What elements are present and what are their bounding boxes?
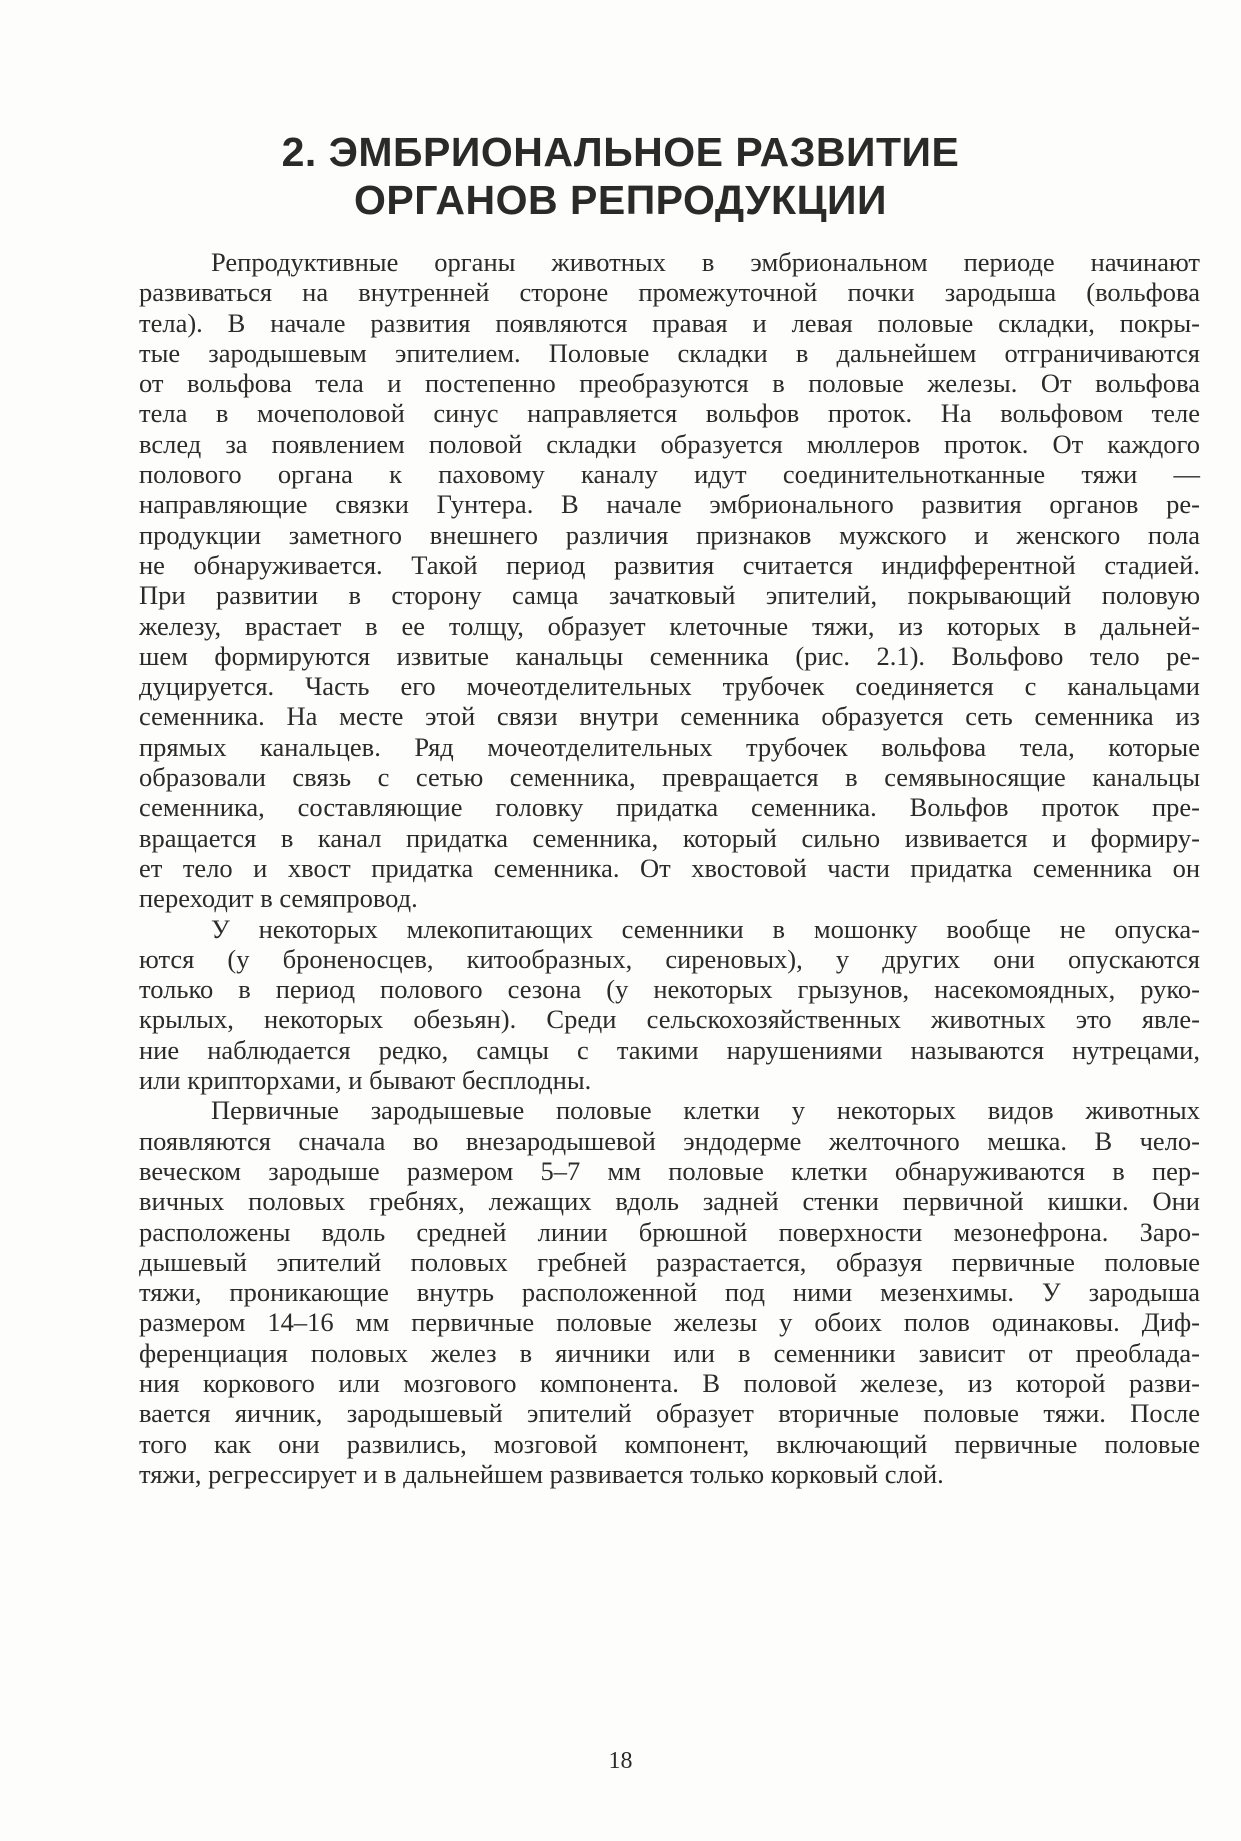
paragraph <box>139 247 1200 914</box>
text-line: дуцируется. Часть его мочеотделительных трубочек соединяется с канальцами <box>139 671 1200 702</box>
text-line: развиваться на внутренней стороне промежуточной почки зародыша (вольфова <box>139 277 1200 308</box>
text-line: веческом зародыше размером 5–7 мм половые клетки обнаруживаются в пер- <box>139 1155 1200 1186</box>
text-line: вается яичник, зародышевый эпителий образует вторичные половые тяжи. После <box>139 1398 1200 1429</box>
text-line: полового органа к паховому каналу идут соединительнотканные тяжи — <box>139 459 1200 490</box>
text-line: семенника, составляющие головку придатка семенника. Вольфов проток пре- <box>139 792 1200 823</box>
paragraph <box>139 914 1200 1096</box>
text-line: ния коркового или мозгового компонента. В половой железе, из которой разви- <box>139 1367 1200 1398</box>
text-line: расположены вдоль средней линии брюшной поверхности мезонефрона. Заро- <box>139 1216 1200 1247</box>
text-line: семенника. На месте этой связи внутри семенника образуется сеть семенника из <box>139 701 1200 732</box>
text-line: тела). В начале развития появляются правая и левая половые складки, покры- <box>139 307 1200 338</box>
text-line: ет тело и хвост придатка семенника. От хвостовой части придатка семенника он <box>139 852 1200 883</box>
text-line: При развитии в сторону самца зачатковый эпителий, покрывающий половую <box>139 580 1200 611</box>
paragraph <box>139 1095 1200 1489</box>
text-line: тела в мочеполовой синус направляется вольфов проток. На вольфовом теле <box>139 398 1200 429</box>
chapter-heading-line-1: 2. ЭМБРИОНАЛЬНОЕ РАЗВИТИЕ <box>281 129 960 175</box>
text-line: ние наблюдается редко, самцы с такими нарушениями называются нутрецами, <box>139 1034 1200 1065</box>
text-line: тяжи, проникающие внутрь расположенной под ними мезенхимы. У зародыша <box>139 1277 1200 1308</box>
text-line: появляются сначала во внезародышевой эндодерме желточного мешка. В чело- <box>139 1125 1200 1156</box>
text-line: крылых, некоторых обезьян). Среди сельскохозяйственных животных это явле- <box>139 1004 1200 1035</box>
text-line: образовали связь с сетью семенника, превращается в семявыносящие канальцы <box>139 762 1200 793</box>
chapter-heading-line-2: ОРГАНОВ РЕПРОДУКЦИИ <box>354 177 887 223</box>
text-line: ференциация половых желез в яичники или в семенники зависит от преоблада- <box>139 1337 1200 1368</box>
text-line: У некоторых млекопитающих семенники в мошонку вообще не опуска- <box>211 913 1200 944</box>
text-line: направляющие связки Гунтера. В начале эмбрионального развития органов ре- <box>139 489 1200 520</box>
chapter-heading <box>140 128 1101 224</box>
text-line: только в период полового сезона (у некоторых грызунов, насекомоядных, руко- <box>139 974 1200 1005</box>
text-line: не обнаруживается. Такой период развития считается индифферентной стадией. <box>139 549 1200 580</box>
page-number: 18 <box>608 1748 633 1774</box>
text-line: вращается в канал придатка семенника, который сильно извивается и формиру- <box>139 822 1200 853</box>
text-line: железу, врастает в ее толщу, образует клеточные тяжи, из которых в дальней- <box>139 610 1200 641</box>
text-line: или крипторхами, и бывают бесплодны. <box>139 1065 592 1096</box>
text-line: ются (у броненосцев, китообразных, сиреновых), у других они опускаются <box>139 943 1200 974</box>
text-line: вслед за появлением половой складки образуется мюллеров проток. От каждого <box>139 428 1200 459</box>
text-line: шем формируются извитые канальцы семенника (рис. 2.1). Вольфово тело ре- <box>139 640 1200 671</box>
text-line: вичных половых гребнях, лежащих вдоль задней стенки первичной кишки. Они <box>139 1186 1200 1217</box>
text-line: переходит в семяпровод. <box>139 883 418 914</box>
text-line: того как они развились, мозговой компонент, включающий первичные половые <box>139 1428 1200 1459</box>
text-line: от вольфова тела и постепенно преобразуются в половые железы. От вольфова <box>139 368 1200 399</box>
body-text <box>139 247 1200 1489</box>
text-line: тяжи, регрессирует и в дальнейшем развивается только корковый слой. <box>139 1458 944 1489</box>
text-line: Первичные зародышевые половые клетки у некоторых видов животных <box>211 1095 1200 1126</box>
text-line: Репродуктивные органы животных в эмбриональном периоде начинают <box>211 247 1200 277</box>
text-line: тые зародышевым эпителием. Половые складки в дальнейшем отграничиваются <box>139 337 1200 368</box>
text-line: дышевый эпителий половых гребней разрастается, образуя первичные половые <box>139 1246 1200 1277</box>
text-line: размером 14–16 мм первичные половые железы у обоих полов одинаковы. Диф- <box>139 1307 1200 1338</box>
text-line: прямых канальцев. Ряд мочеотделительных трубочек вольфова тела, которые <box>139 731 1200 762</box>
text-line: продукции заметного внешнего различия признаков мужского и женского пола <box>139 519 1200 550</box>
